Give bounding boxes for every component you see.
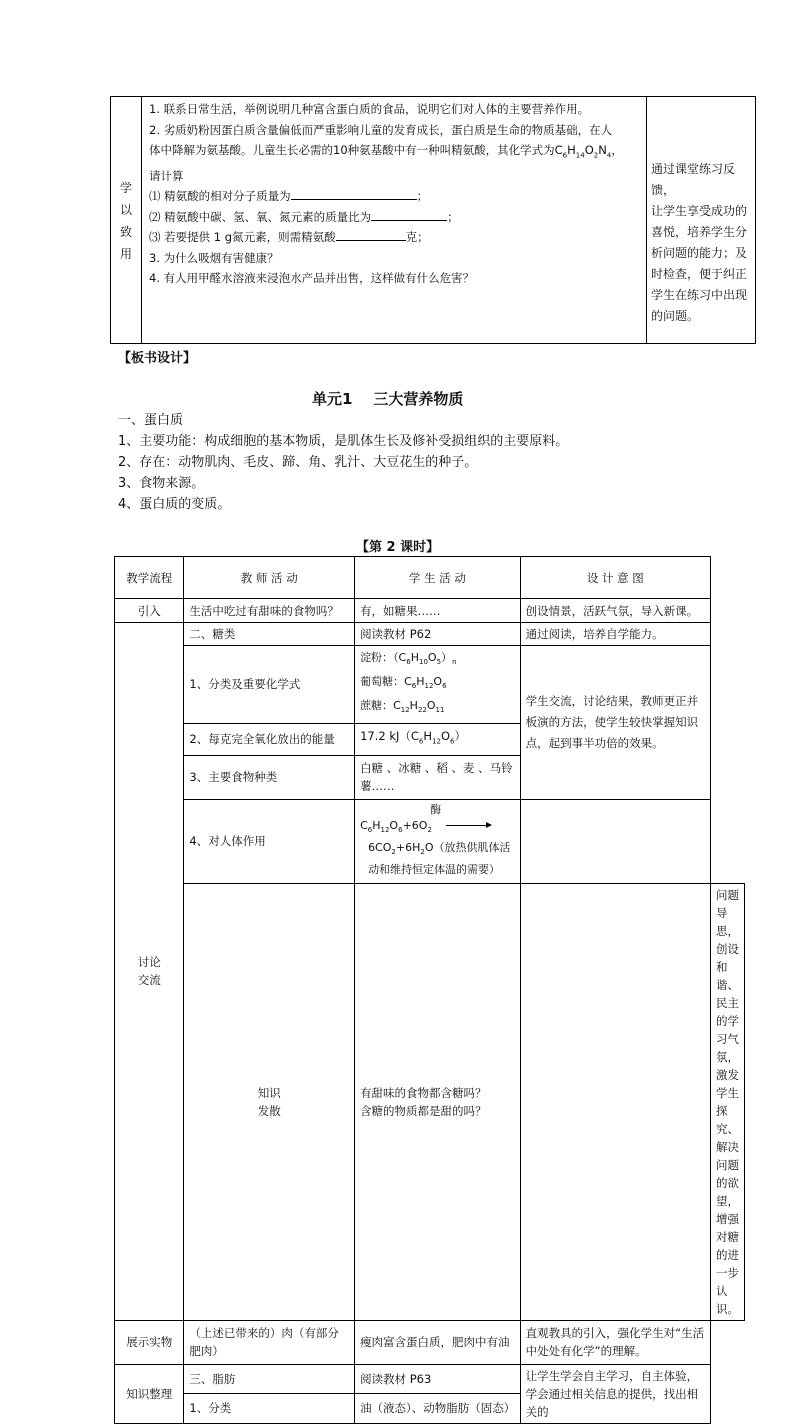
label-char: 以 [119,203,132,217]
intent-cell: 学生交流，讨论结果，教师更正并板演的方法，使学生较快掌握知识点，起到事半功倍的效果。 [520,646,710,800]
question-2-line-a: 2. 劣质奶粉因蛋白质含量偏低而严重影响儿童的发育成长，蛋白质是生命的物质基础，在人 [149,122,613,137]
column-header: 学 生 活 动 [355,557,521,599]
intent-line: 的问题。 [651,309,700,323]
lesson-plan-table [114,556,745,1424]
lesson-title: 【第 2 课时】 [356,540,440,555]
intent-cell: 问题导思，创设和谐、民主的学习气氛，激发学生探究、解决问题的欲望，增强对糖的进一步认识。 [711,883,745,1320]
label-char: 学 [119,181,132,195]
board-design-title: 【板书设计】 [118,351,197,366]
sub-question-3: ⑶ 若要提供 1 g氮元素，则需精氨酸 克； [149,230,429,245]
teacher-cell: 2、每克完全氧化放出的能量 [184,723,355,755]
label-char: 用 [119,247,132,261]
table-divider [646,97,647,343]
student-cell: 淀粉：$(C_6H_{10}O_5)_n$ 葡萄糖：$C_6H_{12}O_6$ 蔗糖：$C_{12}H_{22}O_{11}$ [355,646,521,724]
student-cell: 有，如糖果…… [355,599,521,623]
table-row [115,1320,745,1364]
question-3: 3. 为什么吸烟有害健康？ [149,250,279,265]
intent-cell [520,799,710,883]
flow-cell: 知识整理 [115,1364,184,1423]
column-header: 设 计 意 图 [520,557,710,599]
section-label [111,177,141,265]
question-2-line-b: 体中降解为氨基酸。儿童生长必需的10种氨基酸中有一种叫精氨酸，其化学式为$C_6H_{14}O_2N_4$， [149,143,623,160]
table-row [115,1364,745,1394]
table-row [115,599,745,623]
intent-line: 时检查，便于纠正 [651,267,748,281]
question-1: 1. 联系日常生活，举例说明几种富含蛋白质的食品，说明它们对人体的主要营养作用。 [149,102,590,116]
table-row [115,799,745,883]
intent-line: 学生在练习中出现 [651,288,748,302]
catalyst-label: 酶 [430,802,442,816]
flow-cell: 知识 发散 [184,883,355,1320]
intent-line: 让学生享受成功的 [651,204,748,218]
column-header: 教 师 活 动 [184,557,355,599]
teacher-cell: 4、对人体作用 [184,799,355,883]
teacher-cell: 三、脂肪 [184,1364,355,1394]
intent-line: 析问题的能力；及 [651,246,748,260]
outline-item: 1、主要功能：构成细胞的基本物质，是肌体生长及修补受损组织的主要原料。 [118,434,569,449]
answer-blank[interactable] [336,228,406,241]
intent-line: 喜悦，培养学生分 [651,225,748,239]
flow-cell: 展示实物 [115,1320,184,1364]
teacher-cell: 1、分类及重要化学式 [184,646,355,724]
answer-blank[interactable] [371,208,447,221]
design-intent [651,159,755,327]
practice-table [110,96,756,344]
teacher-cell: 3、主要食物种类 [184,755,355,799]
intent-cell: 让学生学会自主学习，自主体验，学会通过相关信息的提供，找出相关的 [520,1364,710,1423]
exercise-list [149,99,644,289]
table-header-row [115,557,745,599]
question-4: 4. 有人用甲醛水溶液来浸泡水产品并出售，这样做有什么危害？ [149,271,475,286]
outline-item: 2、存在：动物肌肉、毛皮、蹄、角、乳汁、大豆花生的种子。 [118,455,478,470]
student-cell: 17.2 $kJ(C_6H_{12}O_6)$ [355,723,521,755]
teacher-cell: 二、糖类 [184,623,355,646]
sub-question-2: ⑵ 精氨酸中碳、氢、氧、氮元素的质量比为 ； [149,209,459,224]
table-row [115,623,745,646]
student-cell: 酶 $C_6H_{12}O_6+6O_2$ $6CO_2+6H_2O$（放热供肌体活动和维持恒定体温的需要） [355,799,521,883]
label-char: 致 [119,225,132,239]
teacher-cell: 1、分类 [184,1394,355,1424]
teacher-cell: 有甜味的食物都含糖吗？ 含糖的物质都是甜的吗？ [355,883,521,1320]
flow-cell: 引入 [115,599,184,623]
student-cell: 白糖 、冰糖 、稻 、麦 、马铃薯…… [355,755,521,799]
student-cell: 阅读教材 P62 [355,623,521,646]
student-cell: 瘦肉富含蛋白质，肥肉中有油 [355,1320,521,1364]
student-cell: 阅读教材 P63 [355,1364,521,1394]
column-header: 教学流程 [115,557,184,599]
formula: $C_6H_{14}O_2N_4$， [554,143,623,160]
outline-item: 3、食物来源。 [118,476,205,491]
question-2-line-c: 请计算 [149,168,184,183]
intent-cell: 通过阅读，培养自学能力。 [520,623,710,646]
teacher-cell: 生活中吃过有甜味的食物吗？ [184,599,355,623]
outline [118,410,568,515]
table-row [115,883,745,1320]
teacher-cell: （上述已带来的）肉（有部分肥肉） [184,1320,355,1364]
table-row [115,646,745,724]
intent-line: 通过课堂练习反馈， [651,162,736,197]
intent-cell: 直观教具的引入，强化学生对“生活中处处有化学”的理解。 [520,1320,710,1364]
student-cell [520,883,710,1320]
outline-item: 一、蛋白质 [118,413,184,428]
outline-item: 4、蛋白质的变质。 [118,497,231,512]
unit-title: 单元1 三大营养物质 [312,390,464,408]
answer-blank[interactable] [291,187,417,200]
flow-cell: 讨论 交流 [115,623,184,1321]
table-divider [141,97,142,343]
sub-question-1: ⑴ 精氨酸的相对分子质量为 ； [149,189,429,204]
reaction-arrow [446,825,490,826]
intent-cell: 创设情景，活跃气氛，导入新课。 [520,599,710,623]
student-cell: 油（液态）、动物脂肪（固态） [355,1394,521,1424]
